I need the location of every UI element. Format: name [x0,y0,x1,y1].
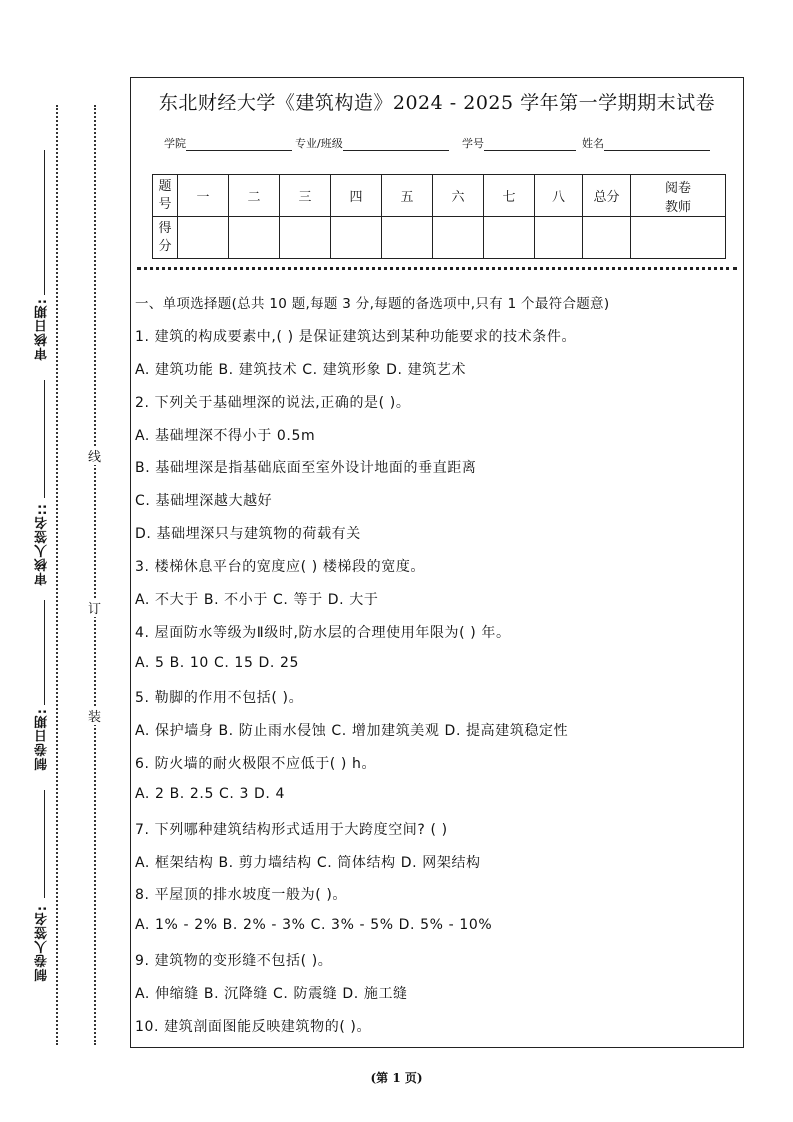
col-1: 一 [178,175,229,217]
info-major [295,135,449,151]
question-line: 5. 勒脚的作用不包括( )。 [135,690,304,707]
student-id-blank[interactable] [484,138,576,151]
page-number: (第 1 页) [370,1071,423,1085]
section-heading: 一、单项选择题(总共 10 题,每题 3 分,每题的备选项中,只有 1 个最符合题意) [135,296,610,312]
col-5: 五 [382,175,433,217]
bind-char-bind: 装 [88,706,101,725]
bind-char-staple: 订 [88,598,101,617]
name-blank[interactable] [604,138,710,151]
score-table [152,174,726,259]
info-name [582,135,710,151]
major-blank[interactable] [343,138,449,151]
score-cell-7[interactable] [484,217,535,259]
score-table-score-row [153,217,726,259]
score-cell-1[interactable] [178,217,229,259]
col-7: 七 [484,175,535,217]
exam-title: 东北财经大学《建筑构造》2024 - 2025 学年第一学期期末试卷 [158,92,716,114]
score-cell-8[interactable] [535,217,583,259]
question-line: 7. 下列哪种建筑结构形式适用于大跨度空间? ( ) [135,821,448,838]
option-line: A. 保护墙身 B. 防止雨水侵蚀 C. 增加建筑美观 D. 提高建筑稳定性 [135,723,569,740]
score-cell-grader[interactable] [631,217,726,259]
student-id-label: 学号 [462,137,484,150]
question-line: 9. 建筑物的变形缝不包括( )。 [135,953,333,970]
option-line: A. 2 B. 2.5 C. 3 D. 4 [135,785,286,802]
signature-line-make-date [44,600,45,705]
score-table-header-row [153,175,726,217]
col-8: 八 [535,175,583,217]
option-line: A. 伸缩缝 B. 沉降缝 C. 防震缝 D. 施工缝 [135,986,408,1002]
option-line: A. 1% - 2% B. 2% - 3% C. 3% - 5% D. 5% - 10% [135,917,493,934]
col-6: 六 [433,175,484,217]
option-line: A. 基础埋深不得小于 0.5m [135,427,316,444]
major-label: 专业/班级 [295,137,343,150]
inner-dotted-line [94,105,96,1045]
score-cell-5[interactable] [382,217,433,259]
name-label: 姓名 [582,137,604,150]
option-line: C. 基础埋深越大越好 [135,493,273,510]
question-line: 2. 下列关于基础埋深的说法,正确的是( )。 [135,394,411,411]
bind-char-line: 线 [88,446,101,465]
maker-signature-label: 制卷人签名: [35,905,50,982]
option-line: A. 不大于 B. 不小于 C. 等于 D. 大于 [135,591,379,608]
col-3: 三 [280,175,331,217]
review-date-label: 审核日期: [35,298,50,361]
score-cell-2[interactable] [229,217,280,259]
score-cell-4[interactable] [331,217,382,259]
question-line: 1. 建筑的构成要素中,( ) 是保证建筑达到某种功能要求的技术条件。 [135,329,577,345]
option-line: D. 基础埋深只与建筑物的荷载有关 [135,526,361,543]
signature-line-maker [44,790,45,898]
question-line: 3. 楼梯休息平台的宽度应( ) 楼梯段的宽度。 [135,558,426,575]
option-line: A. 框架结构 B. 剪力墙结构 C. 筒体结构 D. 网架结构 [135,854,481,871]
col-4: 四 [331,175,382,217]
question-line: 4. 屋面防水等级为Ⅱ级时,防水层的合理使用年限为( ) 年。 [135,624,511,641]
dotted-divider [137,267,737,270]
make-date-label: 制卷日期: [35,708,50,771]
exam-frame [130,77,744,1048]
reviewer-signature-label: 审核人签名:: [35,503,50,586]
question-line: 8. 平屋顶的排水坡度一般为( )。 [135,887,347,904]
option-line: A. 建筑功能 B. 建筑技术 C. 建筑形象 D. 建筑艺术 [135,361,467,378]
col-total: 总分 [583,175,631,217]
info-student-id [462,135,576,151]
col-grader: 阅卷 教师 [631,175,726,217]
score-cell-total[interactable] [583,217,631,259]
signature-line-reviewer [44,380,45,498]
col-2: 二 [229,175,280,217]
question-line: 6. 防火墙的耐火极限不应低于( ) h。 [135,756,377,773]
outer-dotted-line [56,105,58,1045]
row-label-question: 题 号 [153,175,178,217]
college-blank[interactable] [186,138,292,151]
signature-line-review-date [44,150,45,295]
score-cell-3[interactable] [280,217,331,259]
row-label-score: 得 分 [153,217,178,259]
info-college [164,135,292,151]
question-line: 10. 建筑剖面图能反映建筑物的( )。 [135,1018,372,1035]
college-label: 学院 [164,137,186,150]
score-cell-6[interactable] [433,217,484,259]
option-line: A. 5 B. 10 C. 15 D. 25 [135,654,299,671]
option-line: B. 基础埋深是指基础底面至室外设计地面的垂直距离 [135,460,477,477]
